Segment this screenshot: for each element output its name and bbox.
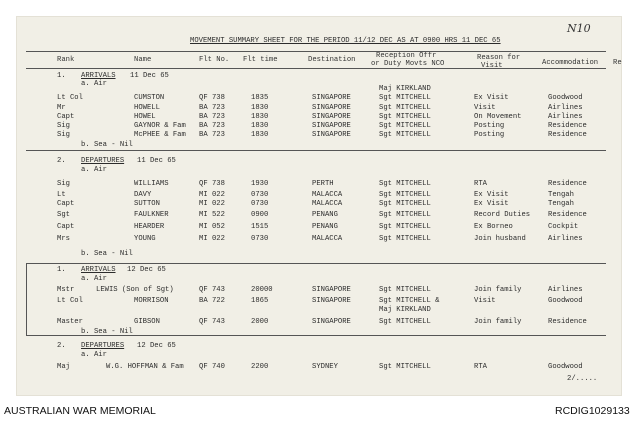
cell-reason: Join family bbox=[474, 286, 522, 294]
document-title: MOVEMENT SUMMARY SHEET FOR THE PERIOD 11/12 DEC AS AT 0900 HRS 11 DEC 65 bbox=[190, 37, 501, 45]
rule-margin bbox=[26, 263, 27, 335]
page-continuation: 2/..... bbox=[567, 375, 598, 383]
cell-dest: SINGAPORE bbox=[312, 286, 351, 294]
handwritten-note: N10 bbox=[567, 22, 591, 35]
cell-reason: Ex Visit bbox=[474, 200, 509, 208]
cell-accom: Residence bbox=[548, 180, 587, 188]
cell-reason: Ex Borneo bbox=[474, 223, 513, 231]
section4-date: 12 Dec 65 bbox=[137, 342, 176, 350]
cell-name: WILLIAMS bbox=[134, 180, 169, 188]
section1-sub-sea: b. Sea - Nil bbox=[81, 141, 133, 149]
cell-flt: QF 743 bbox=[199, 318, 225, 326]
cell-flt: BA 723 bbox=[199, 104, 225, 112]
cell-recv: Sgt MITCHELL bbox=[379, 235, 431, 243]
cell-time: 0730 bbox=[251, 191, 269, 199]
section1-row1-recv-top: Maj KIRKLAND bbox=[379, 85, 431, 93]
cell-dest: MALACCA bbox=[312, 191, 343, 199]
cell-recv: Sgt MITCHELL bbox=[379, 122, 431, 130]
cell-name: DAVY bbox=[134, 191, 152, 199]
cell-rank: Master bbox=[57, 318, 83, 326]
cell-flt: QF 738 bbox=[199, 94, 225, 102]
section3-num: 1. bbox=[57, 266, 66, 274]
col-extra: Re bbox=[613, 59, 622, 67]
col-destination: Destination bbox=[308, 56, 356, 64]
section2-date: 11 Dec 65 bbox=[137, 157, 176, 165]
cell-name: SUTTON bbox=[134, 200, 160, 208]
cell-name: MORRISON bbox=[134, 297, 169, 305]
cell-reason: Posting bbox=[474, 122, 505, 130]
cell-time: 0730 bbox=[251, 235, 269, 243]
col-rank: Rank bbox=[57, 56, 75, 64]
cell-reason: Visit bbox=[474, 104, 496, 112]
cell-recv: Sgt MITCHELL bbox=[379, 286, 431, 294]
cell-name: McPHEE & Fam bbox=[134, 131, 186, 139]
cell-accom: Tengah bbox=[548, 200, 574, 208]
cell-dest: SINGAPORE bbox=[312, 318, 351, 326]
cell-dest: SINGAPORE bbox=[312, 94, 351, 102]
section4-num: 2. bbox=[57, 342, 66, 350]
cell-time: 0900 bbox=[251, 211, 269, 219]
cell-time: 20000 bbox=[251, 286, 273, 294]
cell-name: HOWELL bbox=[134, 104, 160, 112]
cell-rank: Mstr bbox=[57, 286, 75, 294]
section3-heading: ARRIVALS bbox=[81, 266, 116, 274]
section1-date: 11 Dec 65 bbox=[130, 72, 169, 80]
rule-section-2 bbox=[26, 263, 606, 264]
cell-accom: Residence bbox=[548, 318, 587, 326]
col-reason-1: Reason for bbox=[477, 54, 521, 62]
cell-rank: Maj bbox=[57, 363, 70, 371]
cell-dest: MALACCA bbox=[312, 235, 343, 243]
cell-time: 1830 bbox=[251, 122, 269, 130]
col-flt-time: Flt time bbox=[243, 56, 278, 64]
col-flt-no: Flt No. bbox=[199, 56, 230, 64]
cell-reason: Ex Visit bbox=[474, 94, 509, 102]
footer-record-id: RCDIG1029133 bbox=[555, 405, 630, 417]
col-reception-2: or Duty Movts NCO bbox=[371, 60, 445, 68]
cell-rank: Mr bbox=[57, 104, 66, 112]
cell-rank: Mrs bbox=[57, 235, 70, 243]
cell-accom: Airlines bbox=[548, 113, 583, 121]
cell-reason: Visit bbox=[474, 297, 496, 305]
section1-num: 1. bbox=[57, 72, 66, 80]
cell-rank: Lt Col bbox=[57, 94, 83, 102]
cell-time: 0730 bbox=[251, 200, 269, 208]
cell-recv: Sgt MITCHELL bbox=[379, 191, 431, 199]
cell-rank: Sig bbox=[57, 131, 70, 139]
cell-accom: Goodwood bbox=[548, 94, 583, 102]
rule-header bbox=[26, 68, 606, 69]
cell-reason: Posting bbox=[474, 131, 505, 139]
cell-name: GAYNOR & Fam bbox=[134, 122, 186, 130]
col-name: Name bbox=[134, 56, 152, 64]
cell-reason: Join family bbox=[474, 318, 522, 326]
cell-accom: Airlines bbox=[548, 286, 583, 294]
section1-heading: ARRIVALS bbox=[81, 72, 116, 80]
cell-time: 1515 bbox=[251, 223, 269, 231]
cell-rank: Sig bbox=[57, 180, 70, 188]
col-accommodation: Accommodation bbox=[542, 59, 599, 67]
cell-recv: Sgt MITCHELL bbox=[379, 113, 431, 121]
section3-sub-sea: b. Sea - Nil bbox=[81, 328, 133, 336]
cell-recv: Sgt MITCHELL bbox=[379, 318, 431, 326]
col-reception-1: Reception Offr bbox=[376, 52, 437, 60]
cell-recv: Sgt MITCHELL & bbox=[379, 297, 440, 305]
section1-sub-air: a. Air bbox=[81, 80, 107, 88]
section2-heading: DEPARTURES bbox=[81, 157, 125, 165]
cell-rank: Capt bbox=[57, 223, 75, 231]
cell-reason: On Movement bbox=[474, 113, 522, 121]
cell-accom: Airlines bbox=[548, 235, 583, 243]
cell-time: 2000 bbox=[251, 318, 269, 326]
cell-accom: Goodwood bbox=[548, 297, 583, 305]
cell-name: GIBSON bbox=[134, 318, 160, 326]
cell-accom: Tengah bbox=[548, 191, 574, 199]
cell-accom: Residence bbox=[548, 211, 587, 219]
cell-time: 1830 bbox=[251, 131, 269, 139]
cell-recv-2: Maj KIRKLAND bbox=[379, 306, 431, 314]
cell-name: YOUNG bbox=[134, 235, 156, 243]
cell-flt: MI 052 bbox=[199, 223, 225, 231]
cell-name: LEWIS (Son of Sgt) bbox=[96, 286, 174, 294]
cell-recv: Sgt MITCHELL bbox=[379, 200, 431, 208]
footer-archive-name: AUSTRALIAN WAR MEMORIAL bbox=[4, 405, 156, 417]
cell-flt: BA 723 bbox=[199, 113, 225, 121]
cell-name: FAULKNER bbox=[134, 211, 169, 219]
cell-accom: Airlines bbox=[548, 104, 583, 112]
cell-time: 2200 bbox=[251, 363, 269, 371]
cell-dest: SYDNEY bbox=[312, 363, 338, 371]
cell-rank: Capt bbox=[57, 200, 75, 208]
cell-rank: Sgt bbox=[57, 211, 70, 219]
cell-recv: Sgt MITCHELL bbox=[379, 94, 431, 102]
section3-date: 12 Dec 65 bbox=[127, 266, 166, 274]
section2-sub-air: a. Air bbox=[81, 166, 107, 174]
cell-dest: MALACCA bbox=[312, 200, 343, 208]
cell-dest: SINGAPORE bbox=[312, 104, 351, 112]
cell-reason: Record Duties bbox=[474, 211, 531, 219]
col-reason-2: Visit bbox=[481, 62, 503, 70]
cell-flt: MI 522 bbox=[199, 211, 225, 219]
cell-time: 1830 bbox=[251, 104, 269, 112]
cell-name: W.G. HOFFMAN & Fam bbox=[106, 363, 184, 371]
cell-flt: QF 743 bbox=[199, 286, 225, 294]
cell-flt: MI 022 bbox=[199, 191, 225, 199]
cell-recv: Sgt MITCHELL bbox=[379, 131, 431, 139]
rule-top bbox=[26, 51, 606, 52]
cell-flt: QF 740 bbox=[199, 363, 225, 371]
cell-recv: Sgt MITCHELL bbox=[379, 363, 431, 371]
cell-dest: PENANG bbox=[312, 223, 338, 231]
section4-sub-air: a. Air bbox=[81, 351, 107, 359]
cell-rank: Sig bbox=[57, 122, 70, 130]
cell-rank: Lt Col bbox=[57, 297, 83, 305]
cell-dest: PERTH bbox=[312, 180, 334, 188]
cell-rank: Lt bbox=[57, 191, 66, 199]
cell-flt: BA 723 bbox=[199, 131, 225, 139]
section3-sub-air: a. Air bbox=[81, 275, 107, 283]
cell-recv: Sgt MITCHELL bbox=[379, 180, 431, 188]
cell-accom: Cockpit bbox=[548, 223, 579, 231]
cell-dest: SINGAPORE bbox=[312, 113, 351, 121]
cell-flt: MI 022 bbox=[199, 200, 225, 208]
cell-recv: Sgt MITCHELL bbox=[379, 211, 431, 219]
cell-reason: Join husband bbox=[474, 235, 526, 243]
cell-dest: SINGAPORE bbox=[312, 297, 351, 305]
rule-section-1 bbox=[26, 150, 606, 151]
cell-recv: Sgt MITCHELL bbox=[379, 104, 431, 112]
cell-flt: MI 022 bbox=[199, 235, 225, 243]
cell-time: 1830 bbox=[251, 113, 269, 121]
cell-time: 1865 bbox=[251, 297, 269, 305]
section2-sub-sea: b. Sea - Nil bbox=[81, 250, 133, 258]
cell-flt: BA 722 bbox=[199, 297, 225, 305]
cell-time: 1835 bbox=[251, 94, 269, 102]
cell-reason: RTA bbox=[474, 180, 487, 188]
cell-reason: RTA bbox=[474, 363, 487, 371]
cell-flt: QF 738 bbox=[199, 180, 225, 188]
cell-dest: PENANG bbox=[312, 211, 338, 219]
cell-dest: SINGAPORE bbox=[312, 131, 351, 139]
cell-name: HOWEL bbox=[134, 113, 156, 121]
cell-name: HEARDER bbox=[134, 223, 165, 231]
section4-heading: DEPARTURES bbox=[81, 342, 125, 350]
cell-flt: BA 723 bbox=[199, 122, 225, 130]
cell-dest: SINGAPORE bbox=[312, 122, 351, 130]
cell-accom: Residence bbox=[548, 122, 587, 130]
cell-time: 1930 bbox=[251, 180, 269, 188]
cell-accom: Goodwood bbox=[548, 363, 583, 371]
cell-accom: Residence bbox=[548, 131, 587, 139]
cell-rank: Capt bbox=[57, 113, 75, 121]
cell-reason: Ex Visit bbox=[474, 191, 509, 199]
section2-num: 2. bbox=[57, 157, 66, 165]
cell-name: CUMSTON bbox=[134, 94, 165, 102]
cell-recv: Sgt MITCHELL bbox=[379, 223, 431, 231]
